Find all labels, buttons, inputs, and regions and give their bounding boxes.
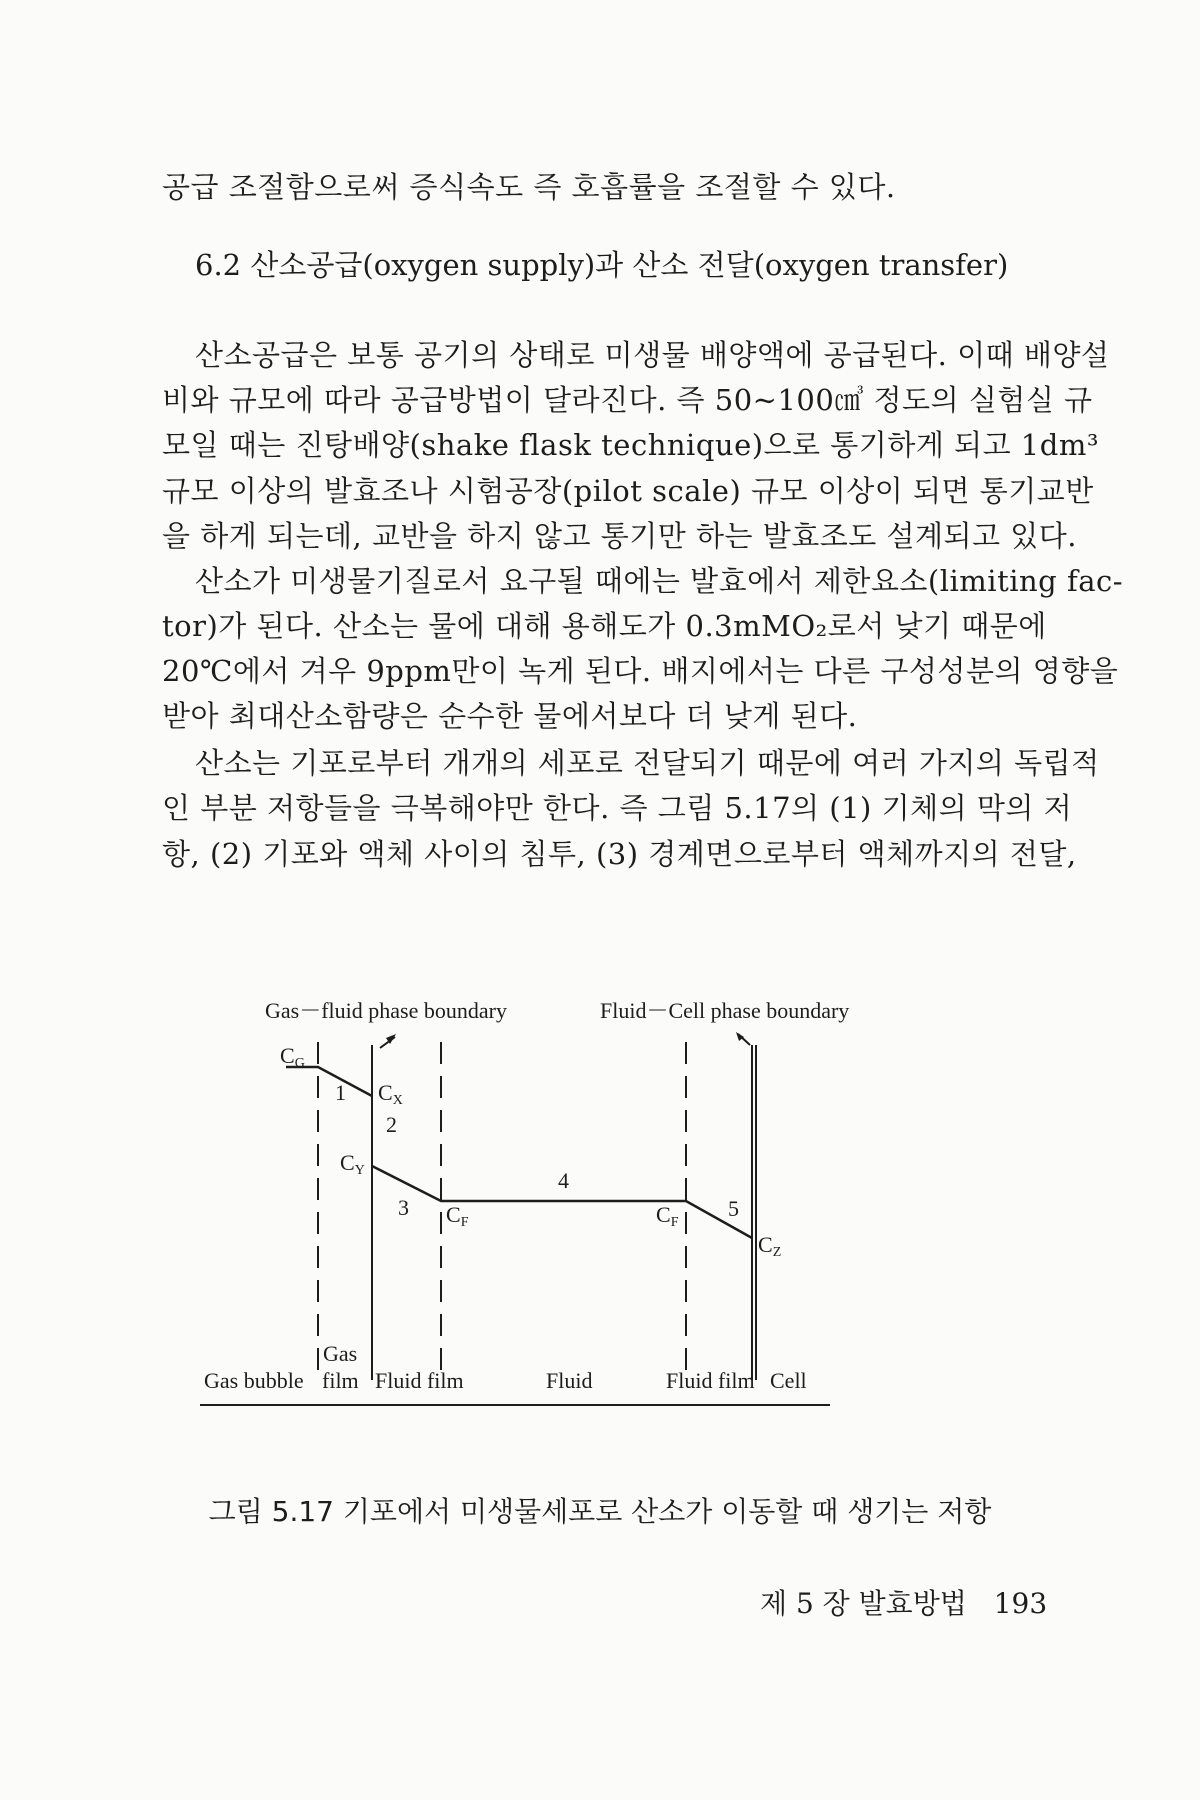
paragraph-line: 을 하게 되는데, 교반을 하지 않고 통기만 하는 발효조도 설계되고 있다. <box>162 519 1078 553</box>
label-gas-bubble: Gas bubble <box>204 1368 304 1393</box>
label-gas-film-top: Gas <box>323 1341 358 1366</box>
label-film: film <box>322 1368 359 1393</box>
section-heading: 6.2 산소공급(oxygen supply)과 산소 전달(oxygen transfer) <box>195 248 1009 282</box>
label-fluid-film-left: Fluid film <box>375 1368 464 1393</box>
profile-gas-film <box>286 1067 372 1096</box>
label-cz: CZ <box>758 1232 782 1260</box>
paragraph-line: 모일 때는 진탕배양(shake flask technique)으로 통기하게 되고 1dm³ <box>162 428 1099 462</box>
resistance-5: 5 <box>728 1196 739 1221</box>
label-cy: CY <box>340 1150 365 1178</box>
resistance-3: 3 <box>398 1195 409 1220</box>
resistance-1: 1 <box>335 1080 346 1105</box>
label-fluid-film-right: Fluid film <box>666 1368 755 1393</box>
fluid-cell-boundary-label: Fluid－Cell phase boundary <box>600 998 850 1023</box>
paragraph-line: 산소가 미생물기질로서 요구될 때에는 발효에서 제한요소(limiting fac- <box>195 564 1124 598</box>
label-cf-right: CF <box>656 1202 679 1230</box>
label-cf-left: CF <box>446 1202 469 1230</box>
page-number: 193 <box>993 1587 1048 1620</box>
resistance-2: 2 <box>386 1112 397 1137</box>
oxygen-transfer-resistance-figure <box>204 990 980 1410</box>
resistance-4: 4 <box>558 1168 569 1193</box>
label-cx: CX <box>378 1080 403 1108</box>
label-cg: CG <box>280 1043 305 1071</box>
paragraph-line: 인 부분 저항들을 극복해야만 한다. 즉 그림 5.17의 (1) 기체의 막의 저 <box>162 791 1073 825</box>
paragraph-line: 비와 규모에 따라 공급방법이 달라진다. 즉 50∼100㎤ 정도의 실험실 규 <box>162 383 1093 417</box>
label-cell: Cell <box>770 1368 807 1393</box>
paragraph-line: 규모 이상의 발효조나 시험공장(pilot scale) 규모 이상이 되면 통기교반 <box>162 474 1094 508</box>
chapter-label: 제 5 장 발효방법 <box>760 1587 967 1620</box>
intro-line: 공급 조절함으로써 증식속도 즉 호흡률을 조절할 수 있다. <box>162 170 896 204</box>
gas-fluid-boundary-label: Gas－fluid phase boundary <box>265 998 507 1023</box>
paragraph-line: 받아 최대산소함량은 순수한 물에서보다 더 낮게 된다. <box>162 699 858 733</box>
paragraph-line: 항, (2) 기포와 액체 사이의 침투, (3) 경계면으로부터 액체까지의 전달, <box>162 837 1077 871</box>
page-footer <box>760 1582 1047 1622</box>
paragraph-line: 산소공급은 보통 공기의 상태로 미생물 배양액에 공급된다. 이때 배양설 <box>195 338 1110 372</box>
paragraph-line: 20℃에서 겨우 9ppm만이 녹게 된다. 배지에서는 다른 구성성분의 영향을 <box>162 654 1119 688</box>
label-fluid: Fluid <box>546 1368 593 1393</box>
paragraph-line: 산소는 기포로부터 개개의 세포로 전달되기 때문에 여러 가지의 독립적 <box>195 746 1100 780</box>
paragraph-line: tor)가 된다. 산소는 물에 대해 용해도가 0.3mMO₂로서 낮기 때문에 <box>162 609 1047 643</box>
figure-caption: 그림 5.17 기포에서 미생물세포로 산소가 이동할 때 생기는 저항 <box>208 1495 992 1528</box>
